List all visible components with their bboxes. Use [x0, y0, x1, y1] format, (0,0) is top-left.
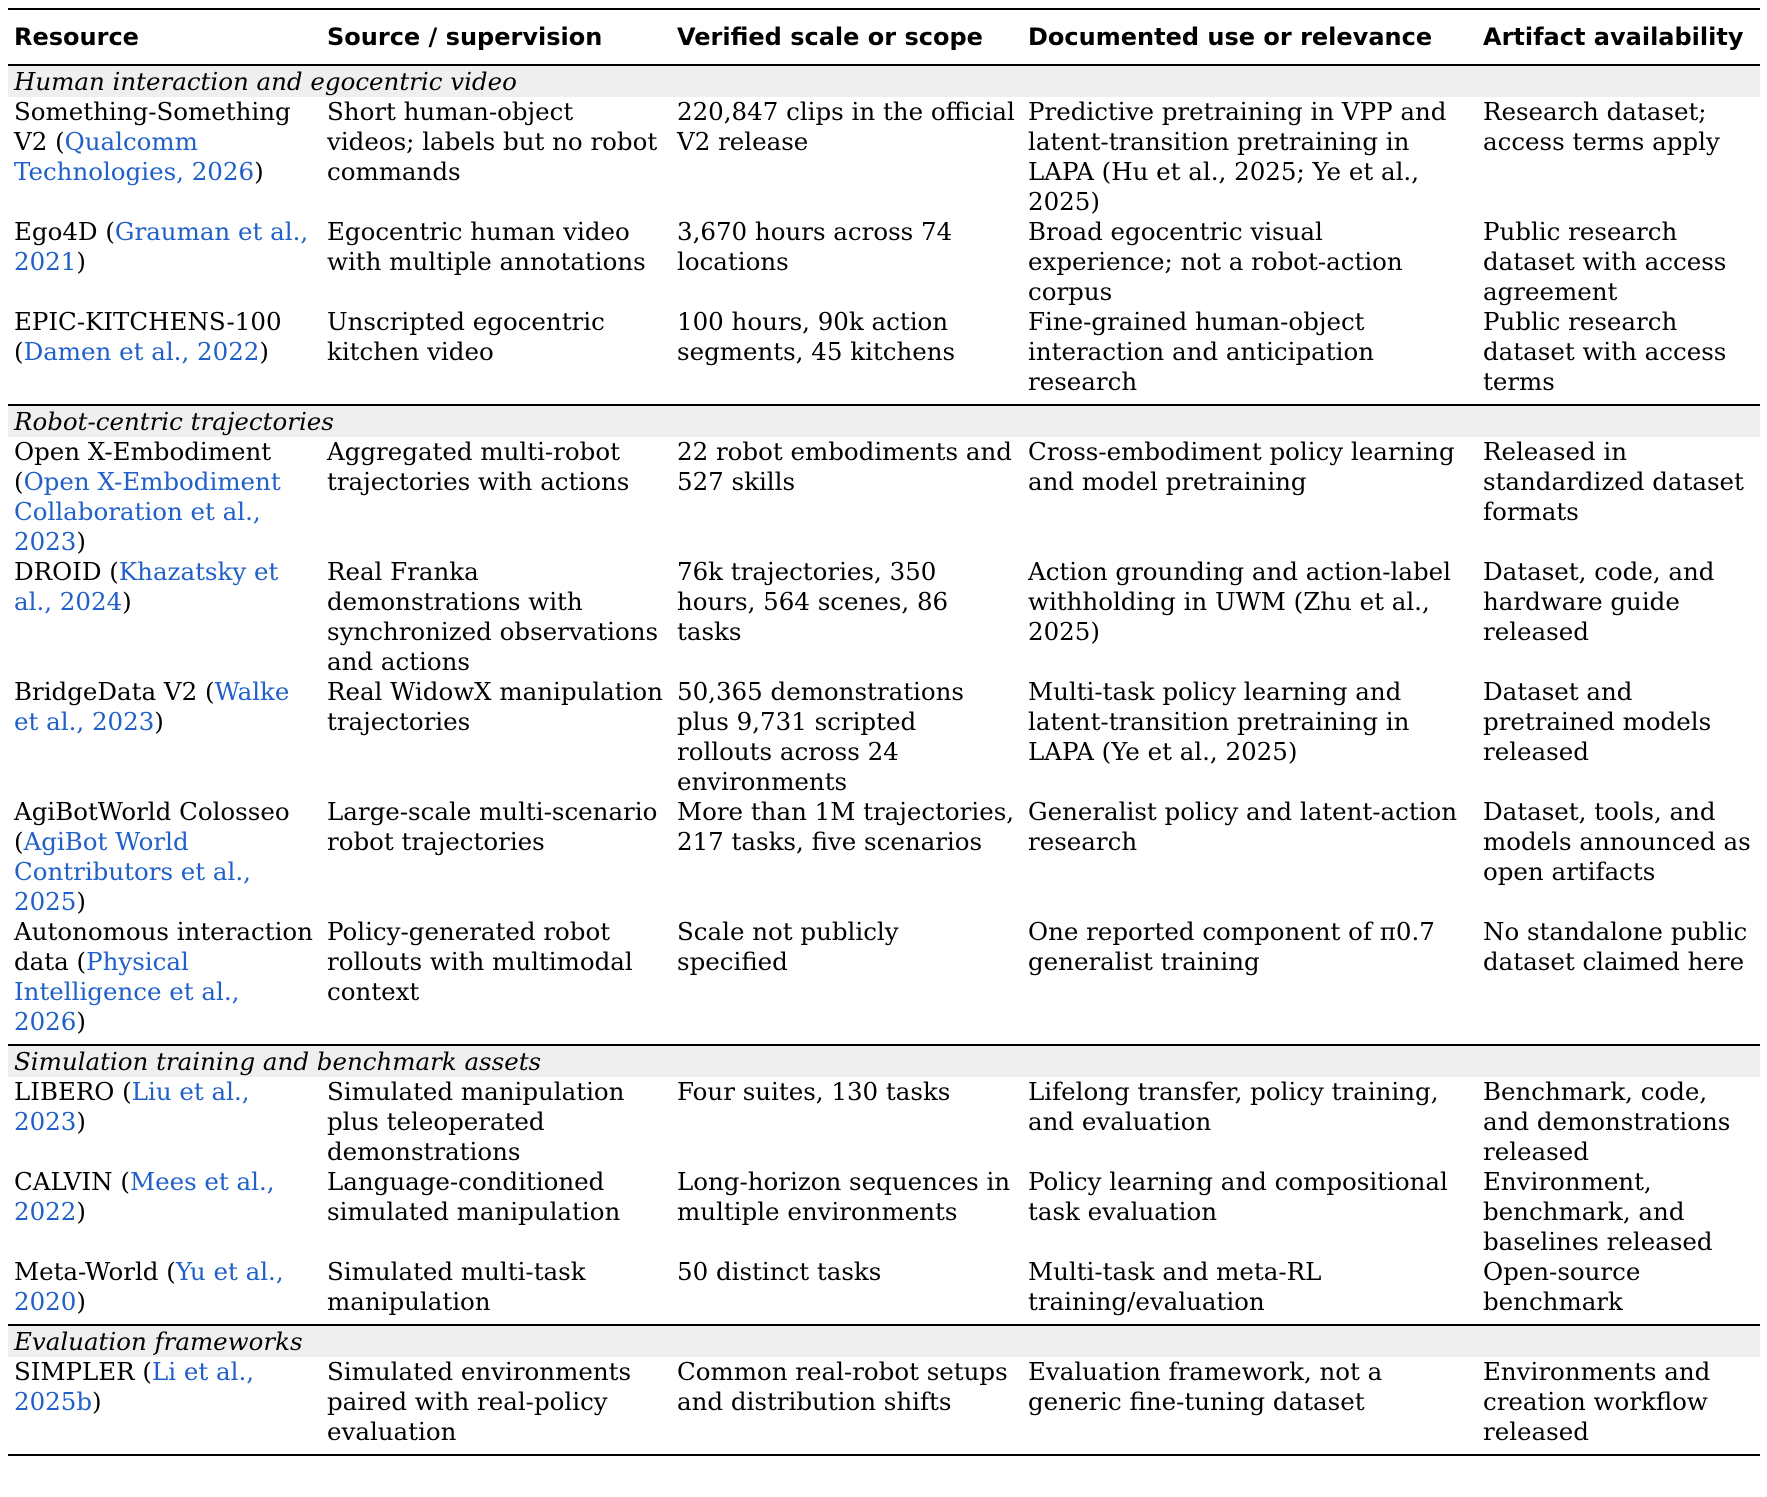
header-use: Documented use or relevance [1022, 9, 1477, 65]
cell-resource: Meta-World (Yu et al., 2020) [8, 1257, 321, 1325]
table-row [8, 557, 1760, 677]
cell-source: Real WidowX manipulation trajectories [327, 677, 663, 736]
cell-scale: 3,670 hours across 74 locations [677, 217, 953, 276]
table-row [8, 307, 1760, 405]
header-scale: Verified scale or scope [671, 9, 1022, 65]
citation-link[interactable]: Open X-Embodiment Collaboration et al., 2023 [14, 467, 281, 556]
header-resource: Resource [8, 9, 321, 65]
cell-resource: BridgeData V2 (Walke et al., 2023) [14, 677, 290, 736]
cell-scale: 76k trajectories, 350 hours, 564 scenes, 86 tasks [677, 557, 949, 646]
table-row [8, 437, 1760, 557]
citation-link[interactable]: Physical Intelligence et al., 2026 [14, 947, 240, 1036]
cell-use: One reported component of π0.7 generalist training [1022, 917, 1477, 1045]
cell-availability: Environments and creation workflow released [1477, 1357, 1760, 1455]
group-title: Simulation training and benchmark assets [8, 1045, 1760, 1077]
resource-name: BridgeData V2 [14, 677, 198, 706]
resource-name: Autonomous interaction data [14, 917, 313, 976]
table-row [8, 797, 1760, 917]
table-row [8, 1357, 1760, 1455]
table-row [8, 1257, 1760, 1325]
cell-scale: Scale not publicly specified [671, 917, 1022, 1045]
cell-use: Policy learning and compositional task evaluation [1028, 1167, 1448, 1226]
cell-use: Fine-grained human-object interaction and anticipation research [1022, 307, 1477, 405]
cell-availability: Public research dataset with access terms [1477, 307, 1760, 405]
citation-link[interactable]: Mees et al., 2022 [14, 1167, 275, 1226]
group-header-row [8, 65, 1760, 97]
cell-resource: DROID (Khazatsky et al., 2024) [14, 557, 279, 616]
cell-resource: SIMPLER (Li et al., 2025b) [8, 1357, 321, 1455]
citation-link[interactable]: Grauman et al., 2021 [14, 217, 309, 276]
cell-use: Evaluation framework, not a generic fine-tuning dataset [1022, 1357, 1477, 1455]
cell-scale: 22 robot embodiments and 527 skills [677, 437, 1012, 496]
citation-link[interactable]: Walke et al., 2023 [14, 677, 290, 736]
cell-resource: EPIC-KITCHENS-100 (Damen et al., 2022) [8, 307, 321, 405]
header-row [8, 9, 1760, 65]
table-row [8, 917, 1760, 1045]
cell-availability: Dataset and pretrained models released [1483, 677, 1712, 766]
cell-scale: 50,365 demonstrations plus 9,731 scripted rollouts across 24 environments [677, 677, 964, 796]
table-row [8, 217, 1760, 307]
cell-availability: Open-source benchmark [1477, 1257, 1760, 1325]
cell-availability: Released in standardized dataset formats [1483, 437, 1744, 526]
cell-resource: LIBERO (Liu et al., 2023) [14, 1077, 250, 1136]
cell-scale: Long-horizon sequences in multiple environments [677, 1167, 1011, 1226]
cell-source: Large-scale multi-scenario robot trajectories [327, 797, 658, 856]
resource-name: EPIC-KITCHENS-100 [14, 307, 282, 336]
cell-resource: AgiBotWorld Colosseo (AgiBot World Contributors et al., 2025) [14, 797, 290, 916]
cell-resource: Open X-Embodiment (Open X-Embodiment Collaboration et al., 2023) [14, 437, 281, 556]
cell-source: Unscripted egocentric kitchen video [321, 307, 671, 405]
cell-availability: Benchmark, code, and demonstrations released [1483, 1077, 1731, 1166]
table-row [8, 97, 1760, 217]
cell-source: Policy-generated robot rollouts with multimodal context [321, 917, 671, 1045]
cell-use: Multi-task policy learning and latent-transition pretraining in LAPA (Ye et al., 2025) [1028, 677, 1410, 766]
cell-source: Aggregated multi-robot trajectories with actions [327, 437, 630, 496]
group-header-row [8, 1325, 1760, 1357]
cell-source: Simulated multi-task manipulation [321, 1257, 671, 1325]
cell-use: Lifelong transfer, policy training, and evaluation [1028, 1077, 1439, 1136]
cell-use: Action grounding and action-label withholding in UWM (Zhu et al., 2025) [1028, 557, 1452, 646]
resource-name: SIMPLER [14, 1357, 135, 1386]
resource-name: DROID [14, 557, 102, 586]
cell-scale: 100 hours, 90k action segments, 45 kitchens [671, 307, 1022, 405]
group-header-row [8, 405, 1760, 437]
citation-link[interactable]: Khazatsky et al., 2024 [14, 557, 279, 616]
cell-source: Real Franka demonstrations with synchronized observations and actions [327, 557, 659, 676]
cell-source: Simulated manipulation plus teleoperated demonstrations [327, 1077, 625, 1166]
resource-name: Open X-Embodiment [14, 437, 272, 466]
cell-scale: Four suites, 130 tasks [677, 1077, 951, 1106]
table-row [8, 677, 1760, 797]
cell-use: Cross-embodiment policy learning and model pretraining [1028, 437, 1455, 496]
cell-use: Multi-task and meta-RL training/evaluation [1022, 1257, 1477, 1325]
resource-name: AgiBotWorld Colosseo [14, 797, 290, 826]
header-availability: Artifact availability [1477, 9, 1760, 65]
citation-link[interactable]: Li et al., 2025b [14, 1357, 255, 1416]
citation-link[interactable]: Yu et al., 2020 [14, 1257, 284, 1316]
cell-availability: Research dataset; access terms apply [1483, 97, 1720, 156]
cell-scale: 50 distinct tasks [671, 1257, 1022, 1325]
group-title: Robot-centric trajectories [8, 405, 1760, 437]
cell-use: Generalist policy and latent-action research [1028, 797, 1458, 856]
cell-scale: 220,847 clips in the official V2 release [677, 97, 1015, 156]
cell-availability: Environment, benchmark, and baselines released [1483, 1167, 1713, 1256]
cell-availability: Dataset, code, and hardware guide released [1483, 557, 1715, 646]
cell-use: Predictive pretraining in VPP and latent-transition pretraining in LAPA (Hu et al., 2025; Ye et al., 2025) [1028, 97, 1447, 216]
cell-use: Broad egocentric visual experience; not a robot-action corpus [1028, 217, 1403, 306]
resource-name: LIBERO [14, 1077, 115, 1106]
cell-source: Language-conditioned simulated manipulation [327, 1167, 621, 1226]
resource-name: Ego4D [14, 217, 98, 246]
group-title: Human interaction and egocentric video [8, 65, 1760, 97]
resource-name: Meta-World [14, 1257, 159, 1286]
group-header-row [8, 1045, 1760, 1077]
cell-source: Short human-object videos; labels but no robot commands [327, 97, 658, 186]
cell-resource: Autonomous interaction data (Physical Intelligence et al., 2026) [8, 917, 321, 1045]
cell-source: Egocentric human video with multiple annotations [327, 217, 646, 276]
table-row [8, 1077, 1760, 1167]
citation-link[interactable]: Qualcomm Technologies, 2026 [14, 127, 255, 186]
group-title: Evaluation frameworks [8, 1325, 1760, 1357]
resource-table [8, 8, 1760, 1456]
citation-link[interactable]: AgiBot World Contributors et al., 2025 [14, 827, 251, 916]
cell-source: Simulated environments paired with real-policy evaluation [321, 1357, 671, 1455]
citation-link[interactable]: Liu et al., 2023 [14, 1077, 250, 1136]
cell-availability: Public research dataset with access agreement [1483, 217, 1727, 306]
resource-name: CALVIN [14, 1167, 113, 1196]
cell-scale: More than 1M trajectories, 217 tasks, five scenarios [677, 797, 1015, 856]
resource-name: Something-Something V2 [14, 97, 291, 156]
cell-scale: Common real-robot setups and distribution shifts [671, 1357, 1022, 1455]
cell-resource: Something-Something V2 (Qualcomm Technologies, 2026) [14, 97, 291, 186]
cell-resource: Ego4D (Grauman et al., 2021) [14, 217, 309, 276]
table-body [8, 65, 1760, 1455]
table-row [8, 1167, 1760, 1257]
cell-resource: CALVIN (Mees et al., 2022) [14, 1167, 275, 1226]
cell-availability: Dataset, tools, and models announced as open artifacts [1483, 797, 1751, 886]
cell-availability: No standalone public dataset claimed here [1477, 917, 1760, 1045]
resource-table-container [8, 8, 1760, 1456]
citation-link[interactable]: Damen et al., 2022 [23, 337, 260, 366]
header-source: Source / supervision [321, 9, 671, 65]
